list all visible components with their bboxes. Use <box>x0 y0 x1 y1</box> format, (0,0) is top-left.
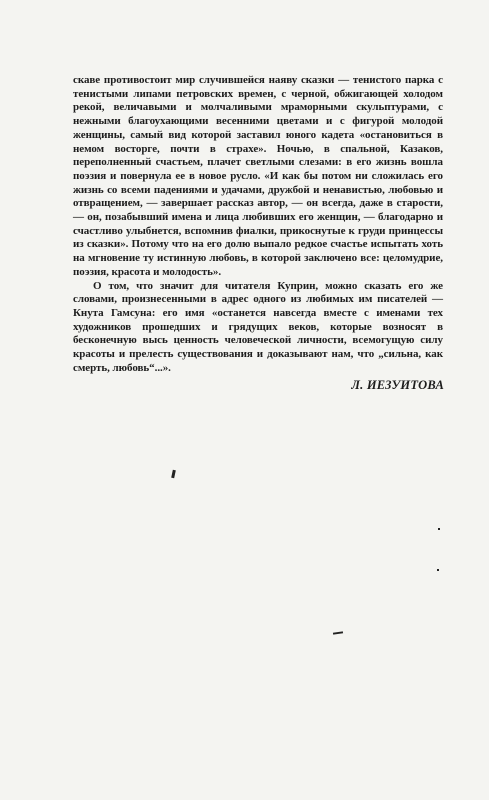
body-text <box>73 74 443 375</box>
print-speck <box>333 631 343 634</box>
paragraph-2: О том, что значит для читателя Куприн, можно сказать его же словами, произнесенными в адрес одного из любимых им писателей — Кнута Гамсуна: его имя «останется навсегда вместе с именами тех художников прошедших и грядущих веков, которые возносят в бесконечную высь ценность человеческой личности, всемогущую силу красоты и прелесть существования и доказывают нам, что „сильна, как смерть, любовь“...». <box>73 279 443 374</box>
print-speck <box>437 569 439 571</box>
print-speck <box>171 470 176 478</box>
paragraph-1: скаве противостоит мир случившейся наяву сказки — тенистого парка с тенистыми липами петровских времен, с черной, обжигающей холодом рекой, величавыми и молчаливыми мраморными скульптурами, с нежными благоухающими весенними цветами и с фигурой молодой женщины, самый вид которой заставил юного кадета «остановиться в немом восторге, почти в страхе». Ночью, в спальной, Казаков, переполненный счастьем, плачет светлыми слезами: в его жизнь вошла поэзия и повернула ее в новое русло. «И как бы потом ни сложилась его жизнь со всеми падениями и удачами, дружбой и ненавистью, любовью и отвращением, — завершает рассказ автор, — он всегда, даже в старости, — он, позабывший имена и лица любивших его женщин, — благодарно и счастливо улыбнется, вспомнив фиалки, прикоснутые к груди принцессы из сказки». Потому что на его долю выпало редкое счастье испытать хоть на мгновение ту истинную любовь, в которой заключено все: целомудрие, поэзия, красота и молодость». <box>73 74 443 278</box>
author-signature: Л. ИЕЗУИТОВА <box>351 378 444 392</box>
print-speck <box>438 528 440 530</box>
